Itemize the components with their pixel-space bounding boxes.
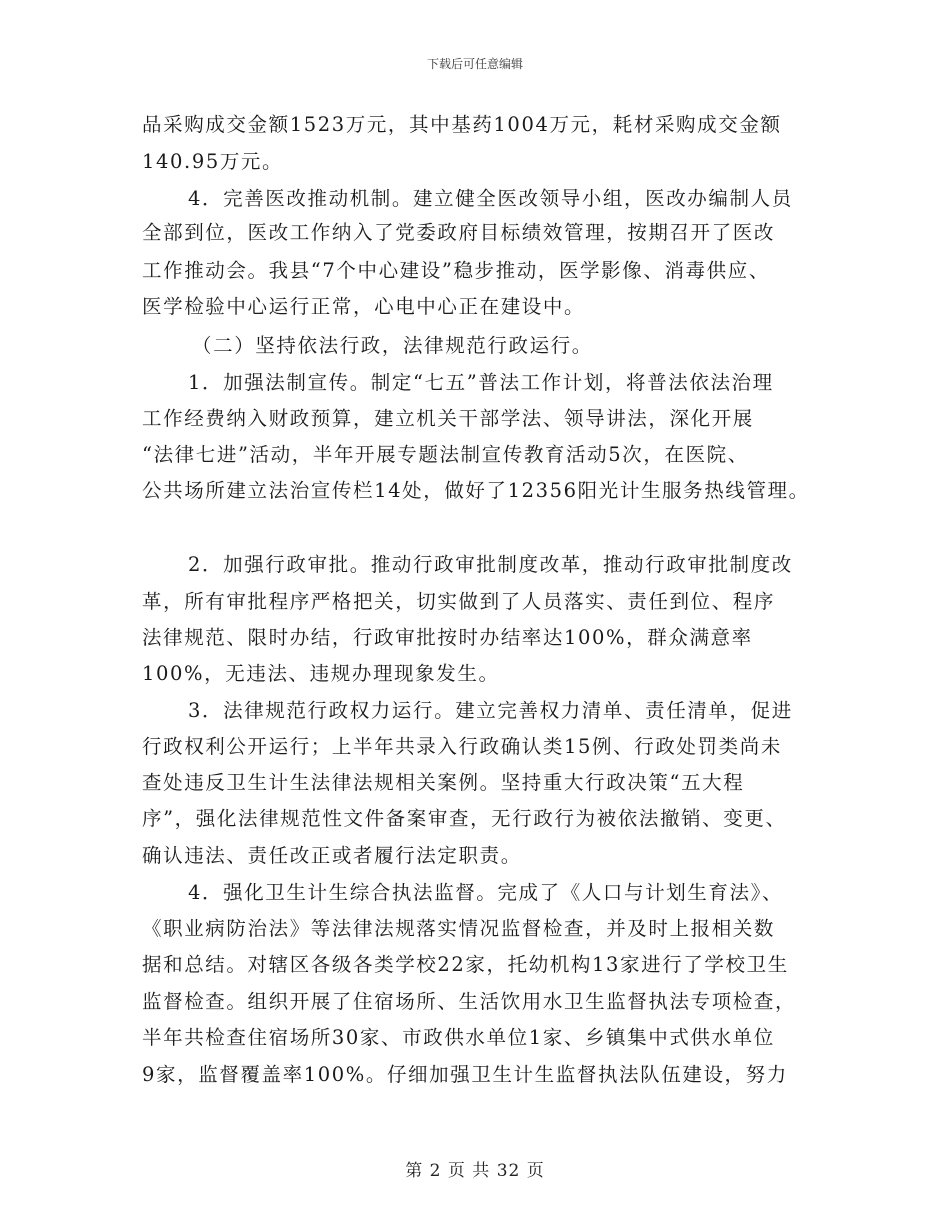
page-header: 下载后可任意编辑 [426, 57, 523, 71]
text-line: 查处违反卫生计生法律法规相关案例。坚持重大行政决策“五大程 [142, 771, 745, 794]
text-line: 全部到位，医改工作纳入了党委政府目标绩效管理，按期召开了医改 [142, 221, 776, 244]
text-line: 工作经费纳入财政预算，建立机关干部学法、领导讲法，深化开展 [142, 407, 754, 430]
text-line: 法律规范、限时办结，行政审批按时办结率达100%，群众满意率 [142, 626, 753, 649]
text-line: 9家，监督覆盖率100%。仔细加强卫生计生监督执法队伍建设，努力 [142, 1063, 788, 1086]
text-line: 4．强化卫生计生综合执法监督。完成了《人口与计划生育法》、 [188, 881, 784, 904]
text-line: 公共场所建立法治宣传栏14处，做好了12356阳光计生服务热线管理。 [142, 479, 810, 502]
page-footer: 第 2 页 共 32 页 [405, 1161, 545, 1181]
text-line: 品采购成交金额1523万元，其中基药1004万元，耗材采购成交金额 [142, 113, 782, 136]
text-line: 据和总结。对辖区各级各类学校22家，托幼机构13家进行了学校卫生 [142, 953, 789, 976]
text-line: 工作推动会。我县“7个中心建设”稳步推动，医学影像、消毒供应、 [142, 259, 770, 282]
text-line: 4．完善医改推动机制。建立健全医改领导小组，医改办编制人员 [188, 187, 793, 210]
text-line: 行政权利公开运行；上半年共录入行政确认类15例、行政处罚类尚未 [142, 735, 782, 758]
text-line: 序”，强化法律规范性文件备案审查，无行政行为被依法撤销、变更、 [142, 807, 787, 830]
text-line: 100%，无违法、违规办理现象发生。 [142, 662, 500, 685]
text-line: 3．法律规范行政权力运行。建立完善权力清单、责任清单，促进 [188, 699, 793, 722]
text-line: 医学检验中心运行正常，心电中心正在建设中。 [142, 295, 586, 318]
text-line: 140.95万元。 [142, 150, 284, 173]
text-line: 2．加强行政审批。推动行政审批制度改革，推动行政审批制度改 [188, 553, 793, 576]
text-line: 确认违法、责任改正或者履行法定职责。 [142, 844, 522, 867]
text-line: 1．加强法制宣传。制定“七五”普法工作计划，将普法依法治理 [188, 371, 774, 394]
text-line: （二）坚持依法行政，法律规范行政运行。 [192, 334, 593, 357]
text-line: 监督检查。组织开展了住宿场所、生活饮用水卫生监督执法专项检查， [142, 990, 797, 1013]
text-line: 半年共检查住宿场所30家、市政供水单位1家、乡镇集中式供水单位 [142, 1026, 775, 1049]
text-line: 《职业病防治法》等法律法规落实情况监督检查，并及时上报相关数 [142, 917, 776, 940]
text-line: 革，所有审批程序严格把关，切实做到了人员落实、责任到位、程序 [142, 590, 776, 613]
text-line: “法律七进”活动，半年开展专题法制宣传教育活动5次，在医院、 [142, 443, 749, 466]
